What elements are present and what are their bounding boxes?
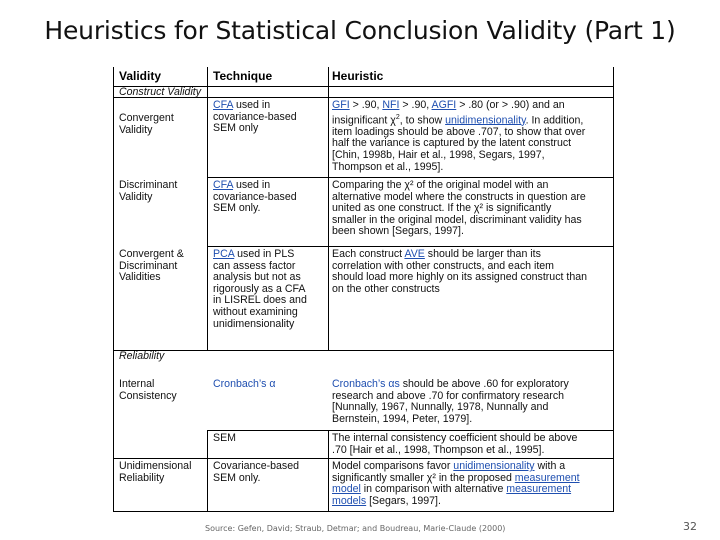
gfi-link[interactable]: GFI [332, 99, 350, 111]
agfi-link[interactable]: AGFI [431, 99, 457, 111]
technique-sem: SEM [213, 432, 236, 444]
source-citation: Source: Gefen, David; Straub, Detmar; and Boudreau, Marie-Claude (2000) [205, 524, 506, 533]
section-construct-validity: Construct Validity [119, 86, 202, 98]
page-number: 32 [683, 520, 697, 533]
validity-convergent: Convergent Validity [119, 112, 174, 136]
validity-convergent-discriminant: Convergent & Discriminant Validities [119, 248, 184, 284]
technique-unidimensional: Covariance-based SEM only. [213, 460, 299, 484]
measurement-link[interactable]: measurement [506, 483, 572, 496]
row-divider [114, 511, 613, 512]
measurement-link[interactable]: measurement [514, 471, 580, 484]
row-divider [114, 458, 613, 459]
cronbach-link[interactable]: Cronbach’s αs [332, 378, 400, 390]
technique-convergent: CFA used in covariance-based SEM only [213, 99, 297, 135]
column-divider [207, 430, 208, 512]
header-heuristic: Heuristic [332, 69, 384, 83]
cfa-link[interactable]: CFA [213, 179, 234, 191]
heuristic-convergent: GFI > .90, NFI > .90, AGFI > .80 (or > .90) and an insignificant $\chi^2$, to show unidimensionality. In addition, item loadings should be above .707, to show that over half the variance is captured by the latent construct [Chin, 1998b, Hair et al., 1998, Segars, 1997, Thompson et al., 1995]. [332, 99, 586, 173]
header-technique: Technique [213, 69, 273, 83]
heuristic-sem: The internal consistency coefficient should be above .70 [Hair et al., 1998, Thompson et al., 1995]. [332, 432, 578, 456]
pca-link[interactable]: PCA [213, 248, 235, 260]
model-link[interactable]: model [332, 483, 361, 496]
section-reliability: Reliability [119, 350, 165, 362]
column-divider [328, 430, 329, 512]
nfi-link[interactable]: NFI [382, 99, 400, 111]
row-divider [207, 177, 613, 178]
table-header-row [114, 67, 613, 87]
unidimensionality-link[interactable]: unidimensionality [445, 114, 526, 127]
row-divider [114, 350, 613, 351]
unidimensionality-link[interactable]: unidimensionality [453, 460, 535, 472]
heuristics-table [113, 67, 614, 512]
column-divider [328, 67, 329, 350]
slide-title: Heuristics for Statistical Conclusion Validity (Part 1) [44, 16, 676, 45]
technique-discriminant: CFA used in covariance-based SEM only. [213, 179, 297, 215]
validity-discriminant: Discriminant Validity [119, 179, 178, 203]
heuristic-convergent-discriminant: Each construct AVE should be larger than its correlation with other constructs, and each item should load more highly on its assigned construct than on the other constructs [332, 248, 587, 295]
technique-convergent-discriminant: PCA used in PLS can assess factor analysis but not as rigorously as a CFA in LISREL does and without examining unidimensionality [213, 248, 307, 330]
technique-cronbach: Cronbach’s α [213, 378, 276, 390]
validity-internal-consistency: Internal Consistency [119, 378, 177, 402]
heuristic-discriminant: Comparing the χ² of the original model with an alternative model where the constructs in question are united as one construct. If the χ² is significantly smaller in the original model, discriminant validity has been shown [Segars, 1997]. [332, 179, 586, 238]
ave-link[interactable]: AVE [404, 248, 425, 260]
header-validity: Validity [119, 69, 162, 83]
cfa-link[interactable]: CFA [213, 99, 234, 111]
validity-unidimensional: Unidimensional Reliability [119, 460, 192, 484]
row-divider [207, 246, 613, 247]
heuristic-internal-consistency: Cronbach’s αs should be above .60 for exploratory research and above .70 for confirmatory research [Nunnally, 1967, Nunnally, 1978, Nunnally and Bernstein, 1994, Peter, 1979]. [332, 378, 569, 425]
row-divider [207, 430, 613, 431]
models-link[interactable]: models [332, 494, 367, 507]
heuristic-unidimensional: Model comparisons favor unidimensionality with a significantly smaller χ² in the proposed measurement model in comparison with alternative measurement models [Segars, 1997]. [332, 460, 580, 507]
column-divider [207, 67, 208, 350]
